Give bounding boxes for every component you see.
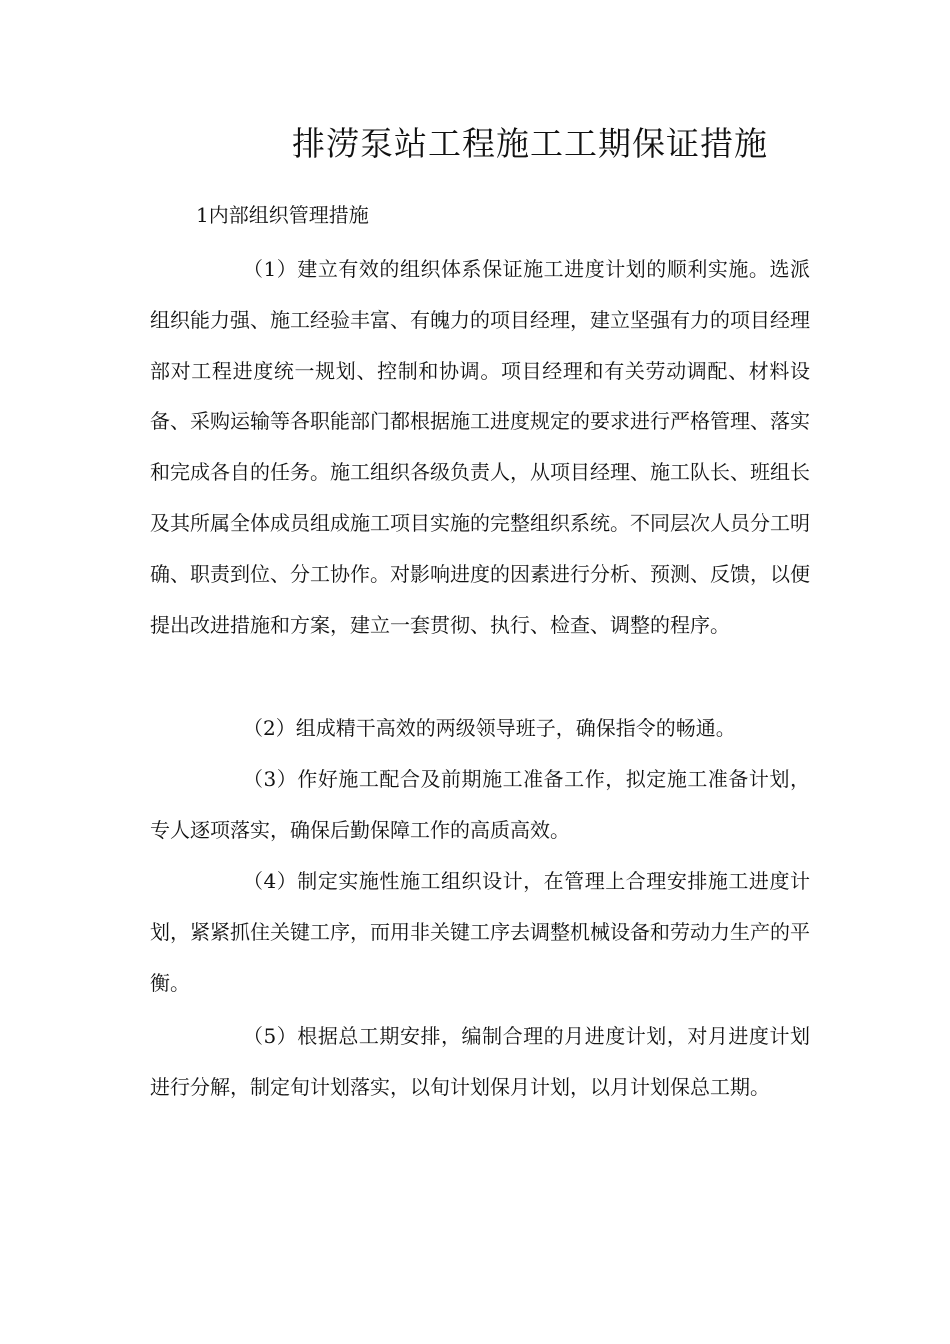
section-heading: 1内部组织管理措施 — [196, 203, 369, 227]
paragraph-3: （3）作好施工配合及前期施工准备工作，拟定施工准备计划，专人逐项落实，确保后勤保障工作的高质高效。 — [150, 767, 810, 842]
paragraph-2: （2）组成精干高效的两级领导班子，确保指令的畅通。 — [243, 716, 736, 740]
paragraph-5: （5）根据总工期安排，编制合理的月进度计划，对月进度计划进行分解，制定旬计划落实，以旬计划保月计划，以月计划保总工期。 — [150, 1024, 810, 1099]
paragraph-1: （1）建立有效的组织体系保证施工进度计划的顺利实施。选派组织能力强、施工经验丰富、有魄力的项目经理，建立坚强有力的项目经理部对工程进度统一规划、控制和协调。项目经理和有关劳动调配、材料设备、采购运输等各职能部门都根据施工进度规定的要求进行严格管理、落实和完成各自的任务。施工组织各级负责人，从项目经理、施工队长、班组长及其所属全体成员组成施工项目实施的完整组织系统。不同层次人员分工明确、职责到位、分工协作。对影响进度的因素进行分析、预测、反馈，以便提出改进措施和方案，建立一套贯彻、执行、检查、调整的程序。 — [150, 257, 810, 637]
document-title: 排涝泵站工程施工工期保证措施 — [292, 124, 768, 163]
paragraph-4: （4）制定实施性施工组织设计，在管理上合理安排施工进度计划，紧紧抓住关键工序，而用非关键工序去调整机械设备和劳动力生产的平衡。 — [150, 869, 810, 995]
